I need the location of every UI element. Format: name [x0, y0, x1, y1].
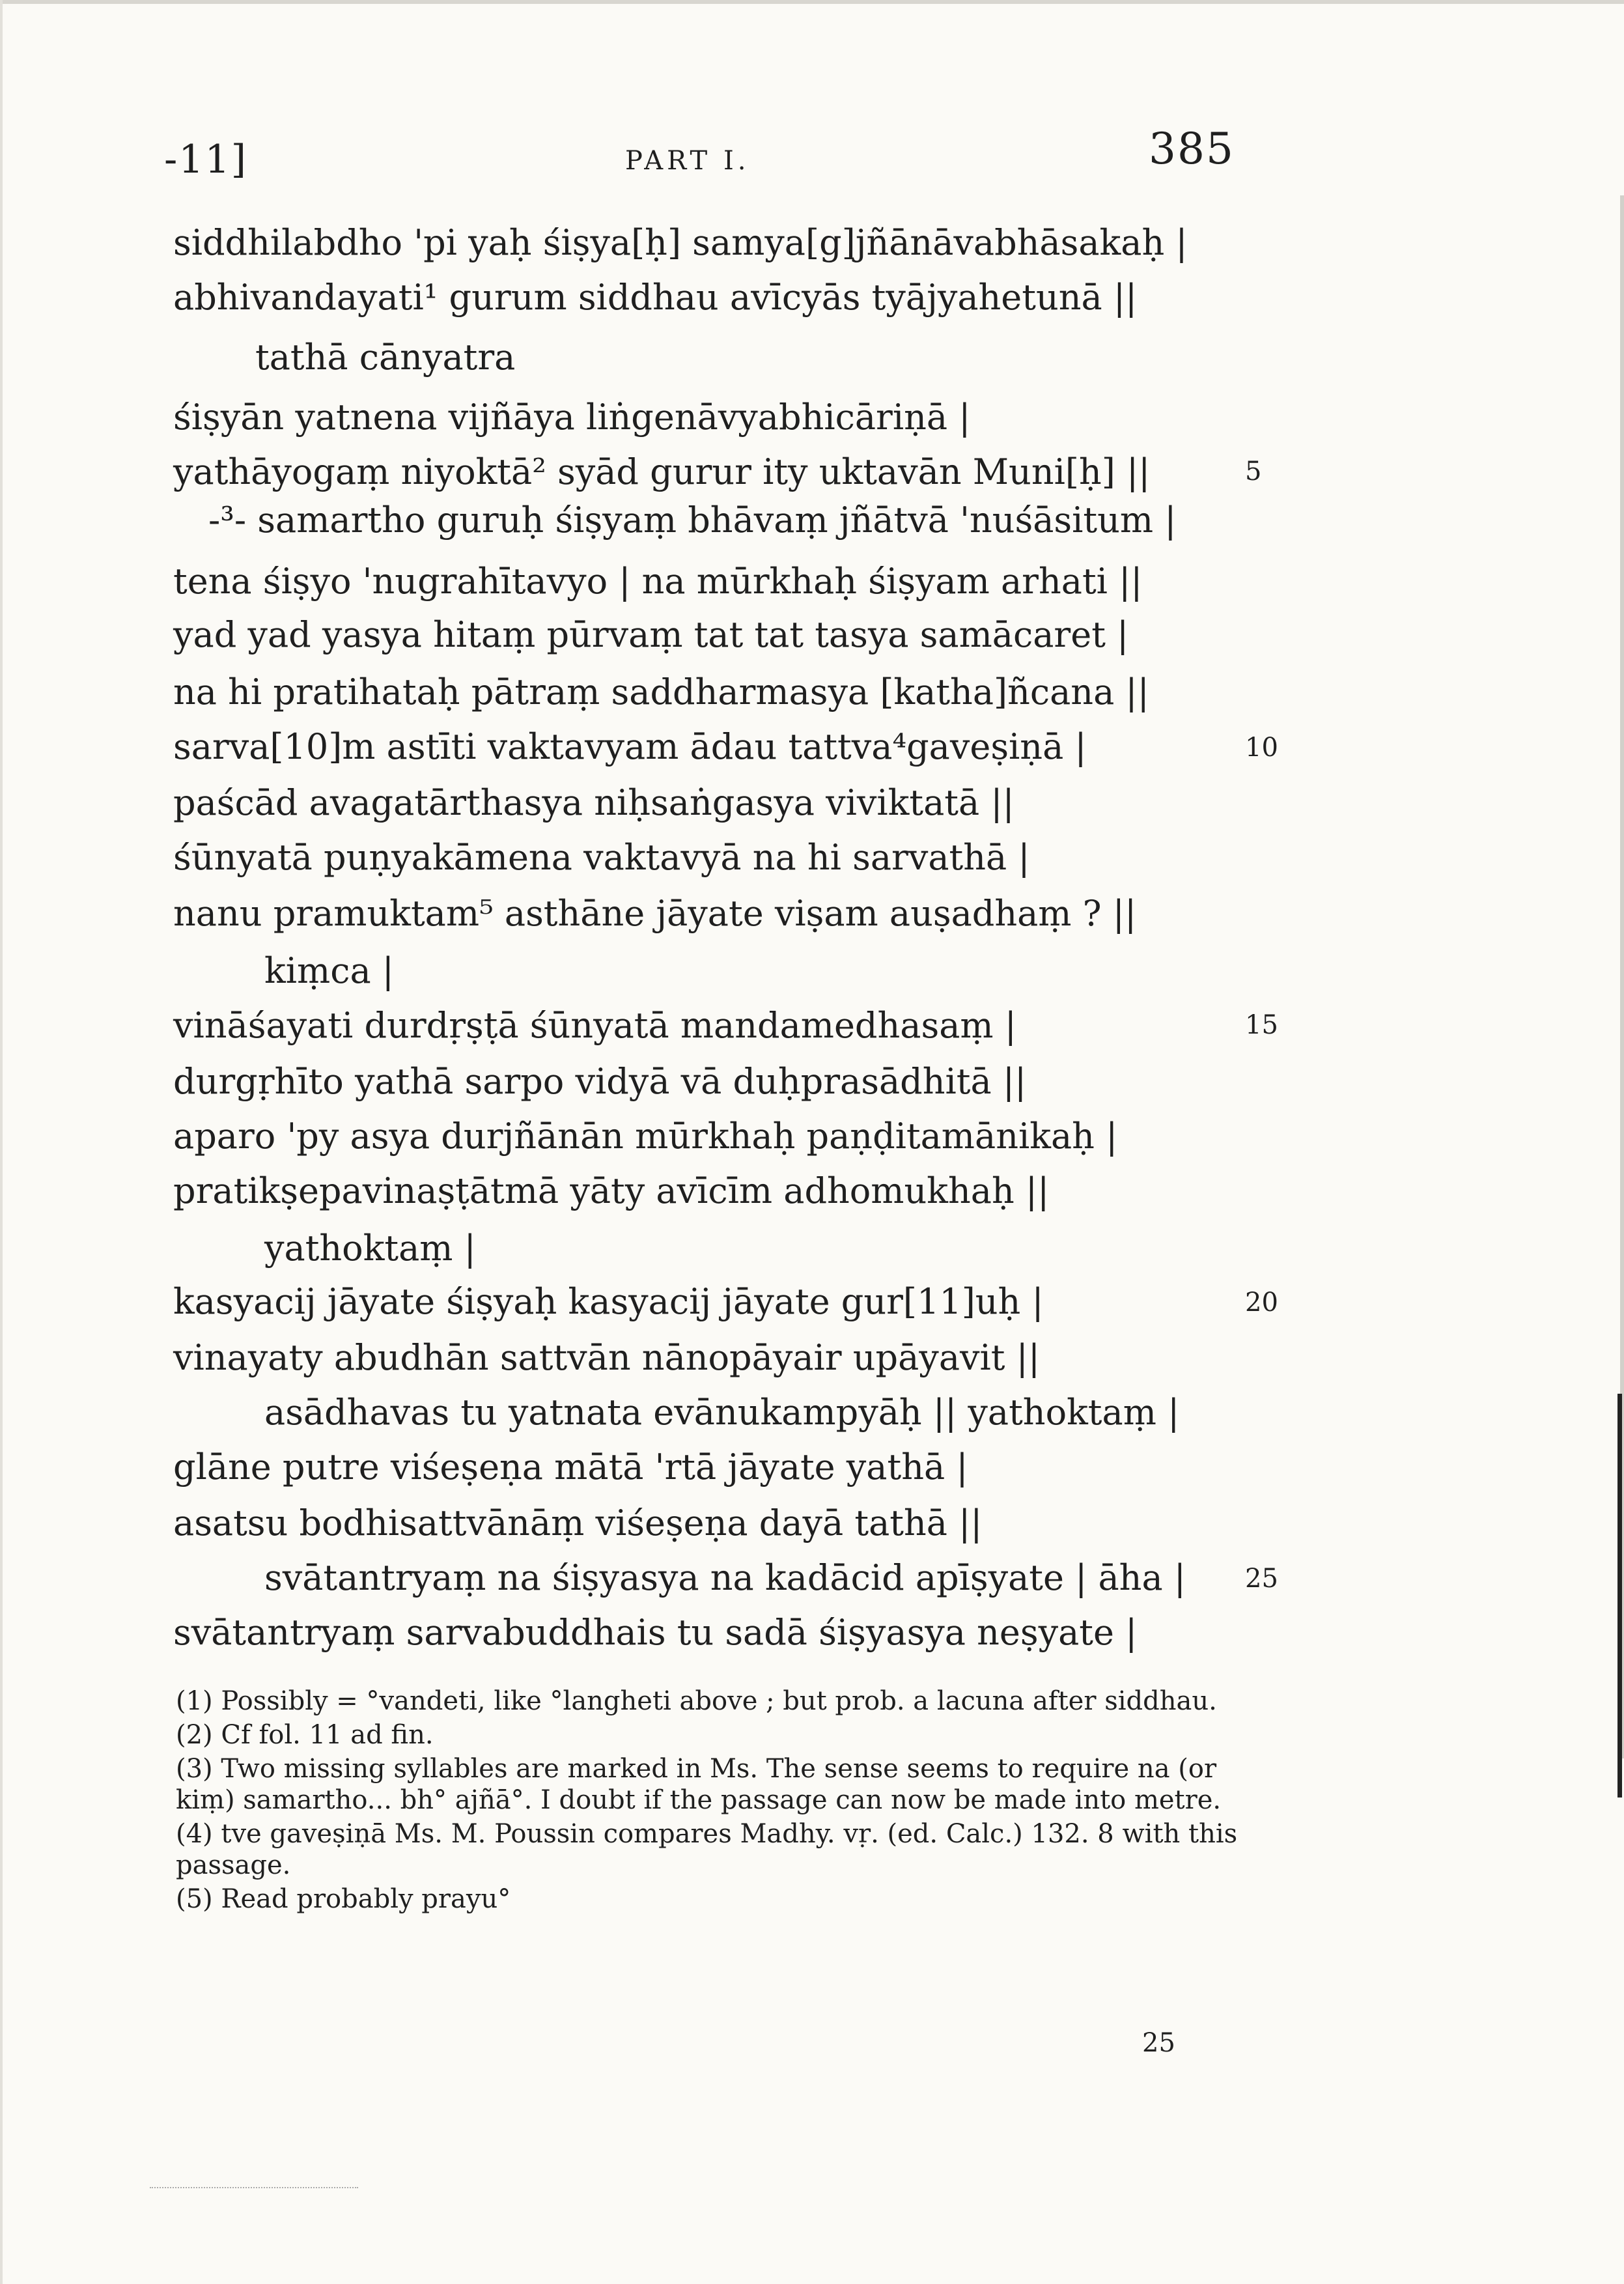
page-number-top: 385: [1149, 124, 1235, 174]
text-line: svātantryaṃ na śiṣyasya na kadācid apīṣyate | āha |: [264, 1557, 1186, 1598]
footnote-4: (4) tve gaveṣiṇā Ms. M. Poussin compares Madhy. vṛ. (ed. Calc.) 132. 8 with this passage.: [176, 1819, 1238, 1880]
scan-binding-shadow: [1617, 1394, 1622, 1798]
text-line: aparo 'py asya durjñānān mūrkhaḥ paṇḍitamānikaḥ |: [173, 1116, 1118, 1157]
scan-border-left: [0, 0, 3, 2284]
footnote-3: (3) Two missing syllables are marked in Ms. The sense seems to require na (or kiṃ) samartho... bh° ajñā°. I doubt if the passage can now be made into metre.: [176, 1754, 1222, 1815]
text-line: siddhilabdho 'pi yaḥ śiṣya[ḥ] samya[g]jñānāvabhāsakaḥ |: [173, 222, 1188, 263]
text-line: svātantryaṃ sarvabuddhais tu sadā śiṣyasya neṣyate |: [173, 1612, 1138, 1653]
line-number: 5: [1245, 457, 1262, 486]
text-line: vinayaty abudhān sattvān nānopāyair upāyavit ||: [173, 1337, 1041, 1378]
text-line: kiṃca |: [264, 950, 394, 991]
running-title: PART I.: [625, 146, 750, 176]
text-line: tathā cānyatra: [255, 337, 516, 378]
line-number: 25: [1245, 1564, 1278, 1594]
text-line: abhivandayati¹ gurum siddhau avīcyās tyājyahetunā ||: [173, 277, 1138, 318]
text-line: śiṣyān yatnena vijñāya liṅgenāvyabhicāriṇā |: [173, 397, 971, 438]
text-line: yad yad yasya hitaṃ pūrvaṃ tat tat tasya samācaret |: [173, 614, 1129, 655]
footnote-1: (1) Possibly = °vandeti, like °langheti above ; but prob. a lacuna after siddhau.: [176, 1686, 1217, 1716]
text-line: asatsu bodhisattvānāṃ viśeṣeṇa dayā tathā ||: [173, 1502, 983, 1544]
text-line: kasyacij jāyate śiṣyaḥ kasyacij jāyate gur[11]uḥ |: [173, 1281, 1044, 1322]
text-line: yathoktaṃ |: [264, 1228, 476, 1269]
text-line: durgṛhīto yathā sarpo vidyā vā duḥprasādhitā ||: [173, 1061, 1027, 1102]
line-number: 10: [1245, 733, 1278, 763]
line-number: 15: [1245, 1010, 1278, 1040]
text-line: vināśayati durdṛṣṭā śūnyatā mandamedhasaṃ |: [173, 1005, 1016, 1046]
text-line: na hi pratihataḥ pātraṃ saddharmasya [katha]ñcana ||: [173, 671, 1149, 712]
scan-border-top: [0, 0, 1624, 4]
line-number: 20: [1245, 1288, 1278, 1318]
signature-number: 25: [1142, 2028, 1175, 2058]
text-line: glāne putre viśeṣeṇa mātā 'rtā jāyate yathā |: [173, 1446, 968, 1487]
scan-artifact-dots: [150, 2187, 358, 2188]
text-line: yathāyogaṃ niyoktā² syād gurur ity uktavān Muni[ḥ] ||: [173, 451, 1151, 492]
text-line: paścād avagatārthasya niḥsaṅgasya viviktatā ||: [173, 782, 1015, 823]
footnote-2: (2) Cf fol. 11 ad fin.: [176, 1720, 434, 1750]
text-line: nanu pramuktam⁵ asthāne jāyate viṣam auṣadhaṃ ? ||: [173, 893, 1137, 934]
footnotes: [176, 1685, 1244, 1917]
text-line: tena śiṣyo 'nugrahītavyo | na mūrkhaḥ śiṣyam arhati ||: [173, 561, 1143, 602]
text-line: -³- samartho guruḥ śiṣyaṃ bhāvaṃ jñātvā 'nuśāsitum |: [208, 500, 1177, 541]
text-line: sarva[10]m astīti vaktavyam ādau tattva⁴gaveṣiṇā |: [173, 726, 1087, 767]
text-line: śūnyatā puṇyakāmena vaktavyā na hi sarvathā |: [173, 837, 1030, 878]
folio-marker: -11]: [164, 137, 248, 182]
footnote-5: (5) Read probably prayu°: [176, 1884, 511, 1914]
text-line: asādhavas tu yatnata evānukampyāḥ || yathoktaṃ |: [264, 1392, 1180, 1433]
text-line: pratikṣepavinaṣṭātmā yāty avīcīm adhomukhaḥ ||: [173, 1170, 1050, 1211]
